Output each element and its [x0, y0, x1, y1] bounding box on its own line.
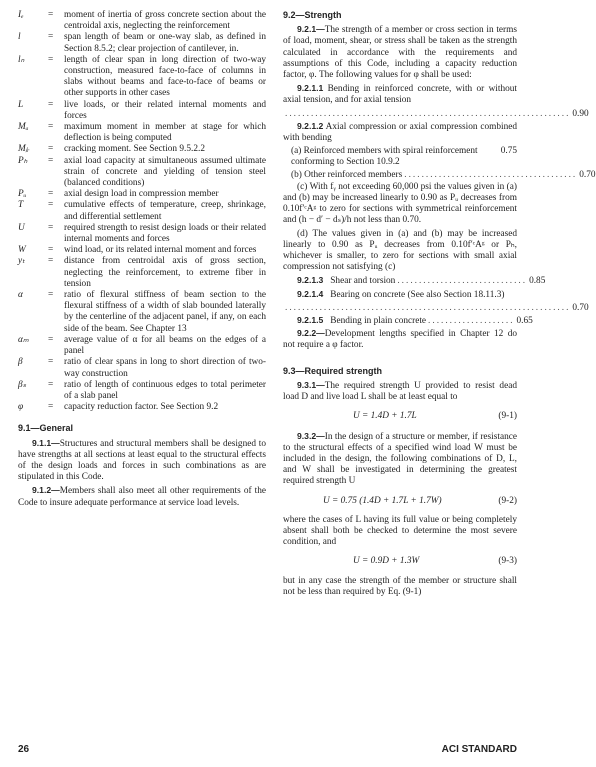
- equals-sign: =: [48, 155, 54, 166]
- row-9-2-1-3: [283, 275, 395, 287]
- definition-row: [18, 380, 266, 402]
- definition-text: axial load capacity at simultaneous assumed ultimate strain of concrete and yielding of tension steel (balanced conditions): [64, 155, 266, 189]
- section-9-1-heading: 9.1—General: [18, 423, 74, 434]
- definition-symbol: Pᵤ: [18, 189, 27, 200]
- paragraph-9-3-2-cont: where the cases of L having its full value or being completely absent shall both be checked to determine the most severe condition, and: [283, 514, 517, 548]
- leader-dots: ..................................................................: [285, 302, 571, 313]
- item-9-2-1-2: [283, 121, 517, 144]
- definition-text: moment of inertia of gross concrete section about the centroidal axis, neglecting the reinforcement: [64, 10, 266, 32]
- text-9-1-1: Structures and structural members shall be designed to have strengths at all sections at least equal to the structural effects of the design loads and forces in such combinations as are stipulated in this Code.: [18, 438, 266, 483]
- text-9-2-2: Development lengths specified in Chapter 12 do not require a φ factor.: [283, 329, 517, 351]
- definition-row: [18, 223, 266, 245]
- definition-symbol: β: [18, 357, 23, 368]
- definition-row: [18, 156, 266, 190]
- label-9-2-1-3: 9.2.1.3: [297, 275, 324, 286]
- equals-sign: =: [48, 122, 54, 133]
- definition-row: [18, 32, 266, 54]
- equation-9-1-number: (9-1): [498, 411, 517, 422]
- equals-sign: =: [48, 402, 54, 413]
- equals-sign: =: [48, 99, 54, 110]
- left-column: [18, 10, 266, 511]
- phi-value-9-2-1-3: 0.85: [529, 276, 546, 287]
- equals-sign: =: [48, 54, 54, 65]
- definition-row: [18, 335, 266, 357]
- definition-text: cracking moment. See Section 9.5.2.2: [64, 144, 205, 155]
- definitions-list: [18, 10, 266, 413]
- leader-dots: ..................................................................: [285, 108, 571, 119]
- definition-row: [18, 10, 266, 32]
- section-9-3-heading: 9.3—Required strength: [283, 365, 383, 376]
- definition-text: capacity reduction factor. See Section 9.2: [64, 402, 219, 413]
- leader-dots: ....................: [428, 316, 515, 327]
- definition-symbol: yₜ: [18, 256, 25, 267]
- definition-row: [18, 357, 266, 379]
- definition-text: ratio of clear spans in long to short direction of two-way construction: [64, 357, 266, 379]
- paragraph-9-3-1: [283, 380, 517, 403]
- definition-row: [18, 122, 266, 144]
- item-b: [283, 169, 596, 181]
- definition-row: [18, 402, 266, 413]
- definition-text: required strength to resist design loads or their related internal moments and forces: [64, 222, 266, 245]
- text-b: (b) Other reinforced members: [291, 169, 403, 180]
- phi-value-9-2-1-4: 0.70: [572, 302, 589, 313]
- definition-symbol: lₙ: [18, 54, 25, 65]
- text-9-2-1: The strength of a member or cross section in terms of load, moment, shear, or stress shall be taken as the strength calculated in accordance with the requirements and assumptions of this Code, including a capacity reduction factor, φ. The following values for φ shall be used:: [283, 25, 517, 81]
- text-9-2-1-2: Axial compression or axial compression combined with bending: [283, 121, 518, 144]
- label-9-2-2: 9.2.2—: [297, 328, 325, 339]
- definition-text: length of clear span in long direction of two-way construction, measured face-to-face of columns in slabs without beams and face-to-face of beams or other supports in other cases: [64, 54, 266, 99]
- definition-symbol: Iₑ: [18, 10, 24, 20]
- item-c: (c) With fᵧ not exceeding 60,000 psi the values given in (a) and (b) may be increased linearly to 0.90 as Pᵤ decreases from 0.10f′ᶜAᵍ to zero for sections with symmetrical reinforcement and (h − d′ − dₛ)/h not less than 0.70.: [283, 181, 517, 226]
- item-9-2-1-1: [283, 83, 517, 106]
- label-9-3-2: 9.3.2—: [297, 430, 325, 441]
- item-9-2-1-4: [283, 289, 517, 301]
- paragraph-9-3-2-end: but in any case the strength of the member or structure shall not be less than required by Eq. (9-1): [283, 575, 517, 597]
- definition-row: [18, 55, 266, 100]
- paragraph-9-3-2: [283, 431, 517, 488]
- paragraph-9-2-2: [283, 328, 517, 351]
- definition-text: span length of beam or one-way slab, as defined in Section 8.5.2; clear projection of cantilever, in.: [64, 32, 266, 54]
- definition-symbol: Mₐ: [18, 122, 29, 133]
- text-a: (a) Reinforced members with spiral reinforcement conforming to Section 10.9.2: [291, 146, 478, 168]
- item-a: [283, 146, 517, 168]
- label-9-2-1: 9.2.1—: [297, 24, 325, 35]
- label-9-2-1-4: 9.2.1.4: [297, 288, 324, 299]
- phi-value-a: 0.75: [500, 146, 517, 157]
- definition-text: maximum moment in member at stage for which deflection is being computed: [64, 122, 266, 144]
- item-d: (d) The values given in (a) and (b) may be increased linearly to 0.90 as Pᵤ decreases from 0.10f′ᶜAᵍ or Pₕ, whichever is smaller, to zero for sections with small axial compression not satisfying (c): [283, 228, 517, 273]
- label-9-1-2: 9.1.2—: [32, 485, 60, 496]
- equals-sign: =: [48, 189, 54, 200]
- equals-sign: =: [48, 200, 54, 211]
- equation-9-1: [283, 411, 517, 422]
- item-9-2-1-5: [283, 315, 533, 327]
- equals-sign: =: [48, 256, 54, 267]
- definition-text: cumulative effects of temperature, creep, shrinkage, and differential settlement: [64, 200, 266, 222]
- paragraph-9-1-2: [18, 485, 266, 508]
- page-number: 26: [18, 743, 30, 755]
- leader-dots: ........................................: [404, 169, 578, 180]
- text-9-3-2: In the design of a structure or member, if resistance to the structural effects of a specified wind load W must be included in the design, the following combinations of D, L, and W shall be investigated in determining the greatest required strength U: [283, 431, 517, 487]
- equation-9-2-number: (9-2): [498, 495, 517, 506]
- text-9-2-1-5: Bending in plain concrete: [330, 316, 427, 327]
- equation-9-1-body: U = 1.4D + 1.7L: [353, 411, 417, 422]
- definition-symbol: U: [18, 222, 25, 233]
- text-9-1-2: Members shall also meet all other requirements of the Code to insure adequate performance at service load levels.: [18, 486, 266, 508]
- equation-9-2: [283, 496, 517, 507]
- definition-symbol: T: [18, 200, 24, 211]
- definition-symbol: Pₕ: [18, 155, 28, 166]
- equation-9-2-body: U = 0.75 (1.4D + 1.7L + 1.7W): [323, 495, 442, 506]
- equals-sign: =: [48, 379, 54, 390]
- definition-symbol: φ: [18, 402, 24, 413]
- item-9-2-1-3: [283, 275, 546, 287]
- text-9-3-1: The required strength U provided to resist dead load D and live load L shall be at least equal to: [283, 380, 517, 403]
- phi-value-b: 0.70: [579, 169, 596, 180]
- definition-symbol: βₛ: [18, 379, 27, 390]
- definition-row: [18, 189, 266, 200]
- section-9-2-heading: 9.2—Strength: [283, 10, 342, 20]
- definition-symbol: l: [18, 32, 21, 43]
- equals-sign: =: [48, 357, 54, 368]
- definition-symbol: Mⱼᵣ: [18, 144, 30, 155]
- equals-sign: =: [48, 32, 54, 43]
- definition-row: [18, 100, 266, 122]
- equals-sign: =: [48, 290, 54, 301]
- equals-sign: =: [48, 10, 54, 20]
- equals-sign: =: [48, 144, 54, 155]
- definition-text: ratio of length of continuous edges to total perimeter of a slab panel: [64, 379, 266, 401]
- definition-row: [18, 144, 266, 155]
- value-row-9-2-1-1: [283, 108, 589, 120]
- equation-9-3-body: U = 0.9D + 1.3W: [353, 556, 420, 567]
- leader-dots: ..............................: [397, 276, 528, 287]
- equation-9-3-number: (9-3): [498, 556, 517, 567]
- definition-text: wind load, or its related internal moment and forces: [64, 245, 257, 256]
- label-9-2-1-5: 9.2.1.5: [297, 315, 324, 326]
- paragraph-9-1-1: [18, 438, 266, 484]
- label-9-2-1-1: 9.2.1.1: [297, 83, 324, 94]
- definition-row: [18, 245, 266, 256]
- definition-text: average value of α for all beams on the edges of a panel: [64, 334, 266, 357]
- label-9-3-1: 9.3.1—: [297, 379, 325, 390]
- definition-text: axial design load in compression member: [64, 189, 219, 200]
- running-footer: ACI STANDARD: [441, 743, 517, 755]
- text-9-2-1-4: Bearing on concrete (See also Section 18.11.3): [330, 289, 505, 300]
- value-row-9-2-1-4: [283, 302, 589, 314]
- text-9-2-1-3: Shear and torsion: [330, 276, 396, 287]
- label-9-1-1: 9.1.1—: [32, 437, 60, 448]
- paragraph-9-2-1: [283, 24, 517, 81]
- phi-value-9-2-1-1: 0.90: [572, 108, 589, 119]
- phi-value-9-2-1-5: 0.65: [516, 316, 533, 327]
- text-9-2-1-1: Bending in reinforced concrete, with or without axial tension, and for axial tension: [283, 84, 517, 106]
- definition-symbol: α: [18, 290, 23, 301]
- definition-symbol: W: [18, 245, 26, 256]
- definition-symbol: αₘ: [18, 334, 29, 345]
- equals-sign: =: [48, 222, 54, 233]
- row-9-2-1-5: [283, 315, 426, 327]
- definition-row: [18, 290, 266, 335]
- equals-sign: =: [48, 245, 54, 256]
- definition-text: distance from centroidal axis of gross section, neglecting the reinforcement, to extreme fiber in tension: [64, 256, 266, 289]
- definition-text: ratio of flexural stiffness of beam section to the flexural stiffness of a width of slab bounded laterally by the centerline of the adjacent panel, if any, on each side of the beam. See Chapter 13: [64, 290, 266, 334]
- definition-symbol: L: [18, 99, 24, 110]
- definition-text: live loads, or their related internal moments and forces: [64, 99, 266, 121]
- equals-sign: =: [48, 334, 54, 345]
- label-9-2-1-2: 9.2.1.2: [297, 120, 324, 131]
- definition-row: [18, 200, 266, 222]
- equation-9-3: [283, 556, 517, 567]
- right-column: [283, 10, 596, 600]
- definition-row: [18, 256, 266, 290]
